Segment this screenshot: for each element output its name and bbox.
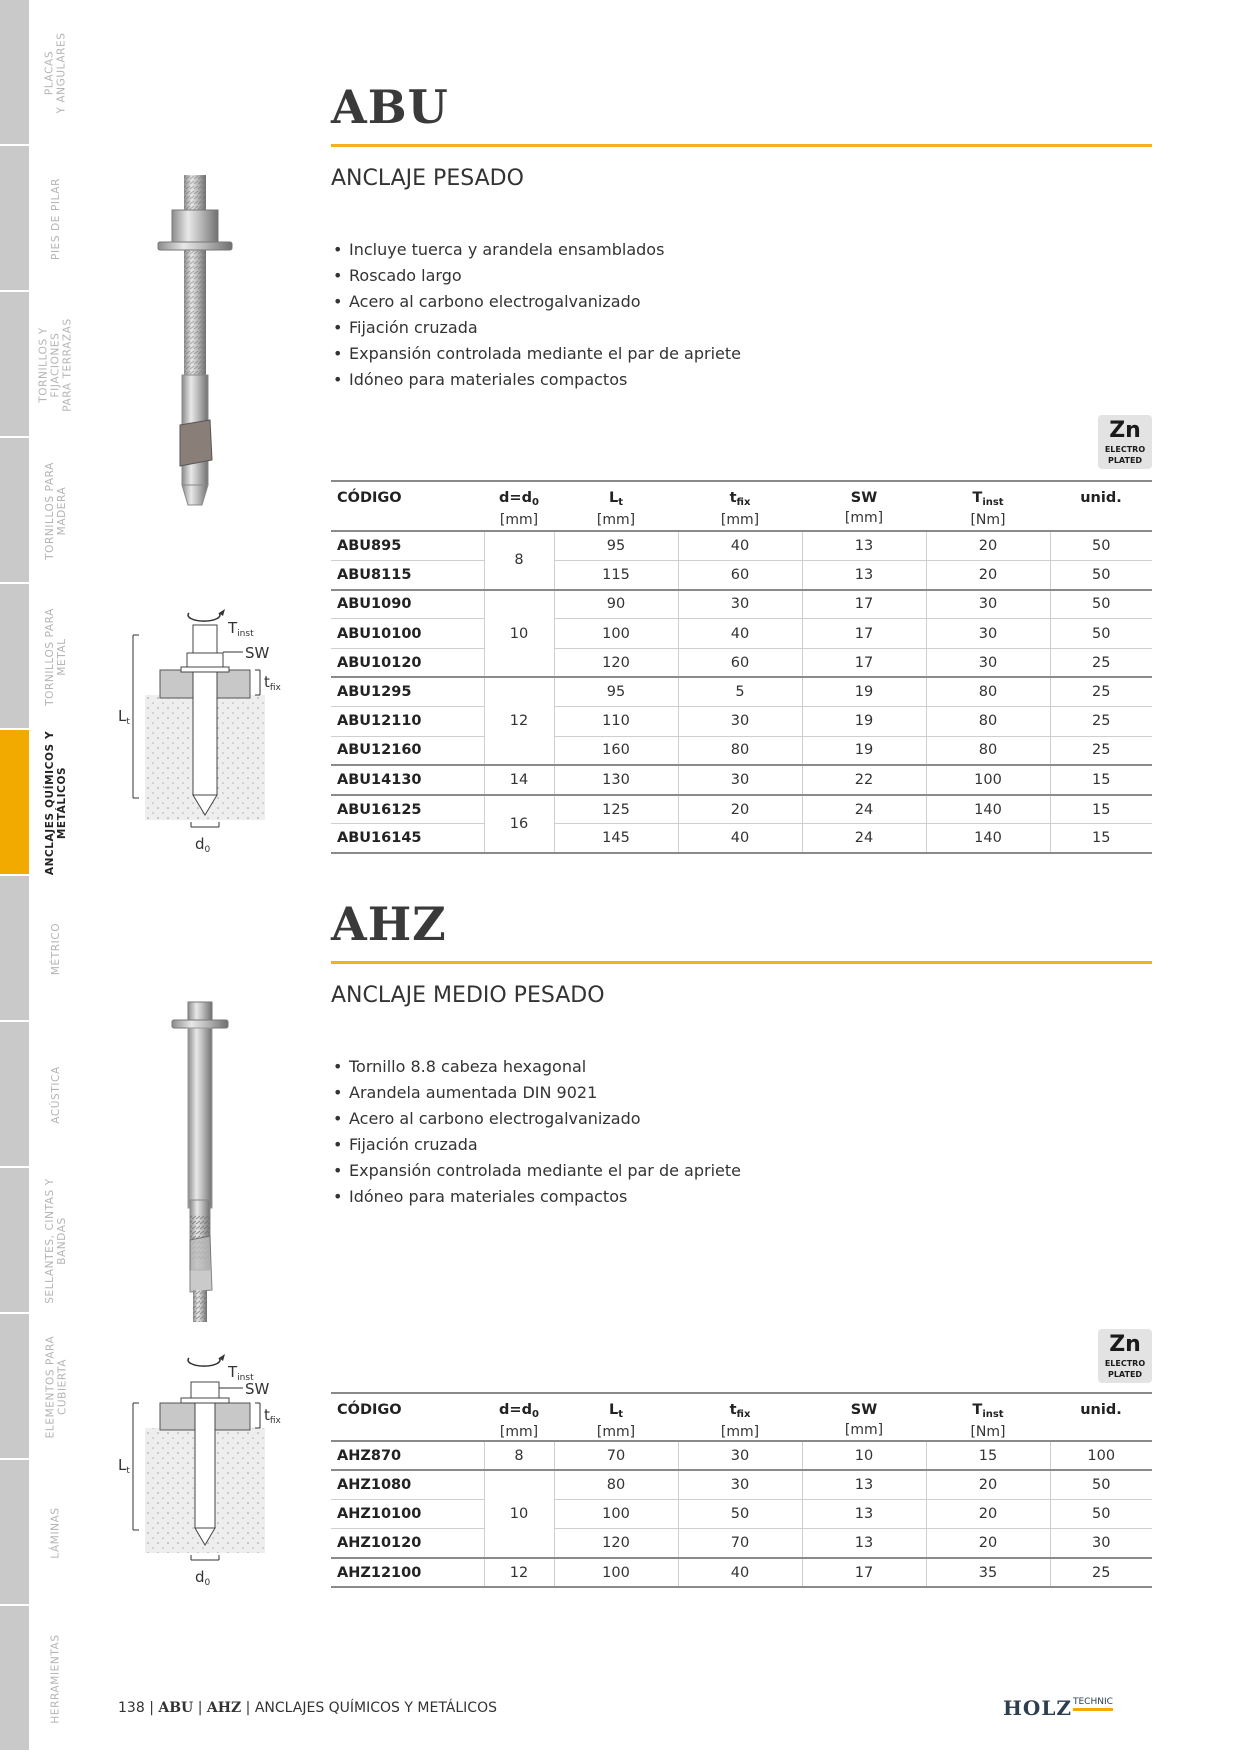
cell-tfix: 50 [678,1500,802,1529]
cell-code: ABU16125 [331,795,484,824]
table-row [331,619,1152,648]
diagram-lt-label: $L_t$ [118,707,130,727]
cell-unid: 50 [1050,531,1152,560]
ahz-title-rule [331,961,1152,964]
sidebar-tab-label: ANCLAJES QUÍMICOS Y METÁLICOS [44,730,68,876]
cell-tfix: 30 [678,590,802,619]
abu-title-rule [331,144,1152,147]
cell-lt: 80 [554,1470,678,1499]
cell-tfix: 30 [678,707,802,736]
cell-unid: 50 [1050,1500,1152,1529]
abu-anchor-photo [150,170,240,510]
cell-code: ABU14130 [331,765,484,794]
sidebar-tab-label: PLACAS Y ANGULARES [44,32,68,114]
sidebar-tab-label: ELEMENTOS PARA CUBIERTA [44,1335,68,1439]
table-row [331,1500,1152,1529]
cell-tinst: 15 [926,1441,1050,1470]
feature-item: • Acero al carbono electrogalvanizado [331,1106,741,1132]
cell-unid: 25 [1050,648,1152,677]
column-header: unid. [1080,1402,1122,1418]
cell-unid: 15 [1050,765,1152,794]
zn-electroplated-badge [1098,1329,1152,1383]
ahz-anchor-photo [160,1000,240,1330]
feature-item: • Acero al carbono electrogalvanizado [331,289,741,315]
sidebar-tab-strip [0,1168,29,1312]
sidebar-tab-label: TORNILLOS PARA MADERA [44,462,69,560]
cell-sw: 13 [802,560,926,589]
feature-item: • Idóneo para materiales compactos [331,1184,741,1210]
cell-tfix: 60 [678,560,802,589]
sidebar-tab-strip [0,146,29,290]
sidebar-tab-strip [0,876,29,1020]
ahz-subtitle: ANCLAJE MEDIO PESADO [331,983,605,1008]
feature-item: • Tornillo 8.8 cabeza hexagonal [331,1054,741,1080]
abu-feature-list [331,237,741,393]
cell-unid: 100 [1050,1441,1152,1470]
cell-sw: 17 [802,648,926,677]
cell-d: 16 [484,795,554,854]
diagram-d0-label: $d_0$ [195,835,211,855]
column-header: $t_{fix}$ [mm] [720,490,760,528]
feature-item: • Roscado largo [331,263,741,289]
cell-unid: 30 [1050,1529,1152,1558]
sidebar-tab-label: TORNILLOS Y FIJACIONES PARA TERRAZAS [38,318,75,412]
diagram-sw-label: SW [245,644,270,662]
cell-unid: 25 [1050,707,1152,736]
feature-item: • Expansión controlada mediante el par de apriete [331,341,741,367]
cell-code: ABU895 [331,531,484,560]
cell-d: 10 [484,590,554,678]
cell-unid: 50 [1050,1470,1152,1499]
cell-tinst: 20 [926,1470,1050,1499]
column-header: SW [mm] [844,1402,884,1438]
cell-lt: 145 [554,824,678,853]
cell-lt: 115 [554,560,678,589]
feature-item: • Idóneo para materiales compactos [331,367,741,393]
table-row [331,765,1152,794]
cell-lt: 100 [554,619,678,648]
cell-d: 12 [484,1558,554,1587]
feature-item: • Fijación cruzada [331,1132,741,1158]
cell-tfix: 30 [678,1470,802,1499]
cell-code: ABU16145 [331,824,484,853]
cell-unid: 50 [1050,560,1152,589]
brand-holz: HOLZ [1003,1696,1072,1720]
cell-sw: 17 [802,619,926,648]
cell-tfix: 70 [678,1529,802,1558]
cell-tinst: 20 [926,1500,1050,1529]
cell-sw: 24 [802,824,926,853]
sidebar-tab-strip [0,292,29,436]
cell-tfix: 20 [678,795,802,824]
cell-code: ABU1090 [331,590,484,619]
zn-badge-symbol: Zn [1109,1332,1141,1357]
cell-code: AHZ10100 [331,1500,484,1529]
feature-item: • Expansión controlada mediante el par de apriete [331,1158,741,1184]
cell-d: 10 [484,1470,554,1558]
cell-tinst: 80 [926,736,1050,765]
cell-code: AHZ12100 [331,1558,484,1587]
cell-tfix: 30 [678,765,802,794]
cell-tinst: 20 [926,531,1050,560]
column-header: CÓDIGO [337,1402,402,1418]
column-header: SW [mm] [844,490,884,526]
column-header: $d=d_0$ [mm] [499,490,539,528]
cell-unid: 50 [1050,590,1152,619]
diagram-tfix-label: $t_{fix}$ [264,673,281,693]
cell-sw: 22 [802,765,926,794]
diagram-d0-label: $d_0$ [195,1568,211,1588]
cell-d: 8 [484,531,554,590]
sidebar-tab-strip [0,584,29,728]
cell-code: AHZ870 [331,1441,484,1470]
cell-tinst: 140 [926,795,1050,824]
cell-sw: 13 [802,1500,926,1529]
table-row [331,1529,1152,1558]
zn-badge-line1: ELECTRO [1104,445,1146,454]
zn-electroplated-badge [1098,415,1152,469]
cell-tinst: 20 [926,1529,1050,1558]
cell-sw: 24 [802,795,926,824]
cell-lt: 160 [554,736,678,765]
sidebar-tab-label: SELLANTES, CINTAS Y BANDAS [44,1178,69,1304]
cell-sw: 13 [802,531,926,560]
cell-tinst: 80 [926,677,1050,706]
column-header: $L_t$ [mm] [596,1402,636,1440]
diagram-lt-label: $L_t$ [118,1456,130,1476]
abu-spec-table [331,480,1152,854]
cell-lt: 125 [554,795,678,824]
cell-tinst: 30 [926,590,1050,619]
zn-badge-symbol: Zn [1109,418,1141,443]
sidebar-tab-strip [0,1314,29,1458]
column-header: $T_{inst}$ [Nm] [970,1402,1006,1440]
abu-title: ABU [331,80,449,134]
cell-tinst: 35 [926,1558,1050,1587]
cell-code: ABU12160 [331,736,484,765]
diagram-sw-label: SW [245,1380,270,1398]
cell-lt: 110 [554,707,678,736]
feature-item: • Fijación cruzada [331,315,741,341]
cell-lt: 95 [554,677,678,706]
cell-sw: 19 [802,707,926,736]
ahz-title: AHZ [331,897,447,951]
feature-item: • Incluye tuerca y arandela ensamblados [331,237,741,263]
cell-unid: 15 [1050,795,1152,824]
cell-sw: 13 [802,1529,926,1558]
cell-lt: 100 [554,1500,678,1529]
cell-tinst: 30 [926,648,1050,677]
diagram-tfix-label: $t_{fix}$ [264,1406,281,1426]
cell-d: 12 [484,677,554,765]
sidebar-tab-strip [0,1460,29,1604]
column-header: $L_t$ [mm] [596,490,636,528]
cell-d: 14 [484,765,554,794]
zn-badge-line1: ELECTRO [1104,1359,1146,1368]
diagram-tinst-label: $T_{inst}$ [228,1363,254,1383]
cell-unid: 25 [1050,1558,1152,1587]
cell-tfix: 80 [678,736,802,765]
table-row [331,531,1152,560]
feature-item: • Arandela aumentada DIN 9021 [331,1080,741,1106]
abu-installation-diagram [115,605,305,855]
cell-tfix: 40 [678,824,802,853]
column-header: CÓDIGO [337,490,402,506]
table-row [331,795,1152,824]
sidebar-tab-label: MÉTRICO [50,922,63,976]
table-row [331,1558,1152,1587]
brand-technic: TECHNIC [1073,1697,1113,1711]
table-row [331,590,1152,619]
sidebar-tab-strip [0,730,29,874]
table-row [331,677,1152,706]
sidebar-tab-label: HERRAMIENTAS [50,1634,63,1724]
cell-tfix: 5 [678,677,802,706]
cell-tfix: 40 [678,619,802,648]
cell-tfix: 40 [678,1558,802,1587]
ahz-installation-diagram [115,1340,305,1590]
table-row [331,648,1152,677]
cell-tfix: 40 [678,531,802,560]
cell-sw: 10 [802,1441,926,1470]
cell-sw: 17 [802,1558,926,1587]
cell-lt: 130 [554,765,678,794]
cell-lt: 120 [554,648,678,677]
cell-unid: 25 [1050,677,1152,706]
sidebar-tab-label: ACÚSTICA [50,1066,63,1124]
abu-subtitle: ANCLAJE PESADO [331,166,524,191]
cell-code: ABU12110 [331,707,484,736]
footer-section: ANCLAJES QUÍMICOS Y METÁLICOS [254,1700,497,1716]
zn-badge-line2: PLATED [1107,456,1143,465]
ahz-feature-list [331,1054,741,1210]
cell-code: AHZ10120 [331,1529,484,1558]
cell-tinst: 30 [926,619,1050,648]
footer-code-abu: ABU [158,1700,194,1716]
cell-unid: 25 [1050,736,1152,765]
page-number: 138 [118,1700,145,1716]
column-header: $T_{inst}$ [Nm] [970,490,1006,528]
cell-unid: 15 [1050,824,1152,853]
sidebar-tab-label: LÁMINAS [50,1507,62,1559]
cell-lt: 100 [554,1558,678,1587]
cell-tfix: 60 [678,648,802,677]
cell-code: ABU10100 [331,619,484,648]
table-row [331,560,1152,589]
cell-lt: 90 [554,590,678,619]
cell-sw: 19 [802,677,926,706]
table-row [331,1470,1152,1499]
sidebar-tab-strip [0,1606,29,1750]
cell-code: ABU8115 [331,560,484,589]
cell-code: ABU1295 [331,677,484,706]
cell-lt: 120 [554,1529,678,1558]
table-row [331,1441,1152,1470]
diagram-tinst-label: $T_{inst}$ [228,619,254,639]
table-row [331,736,1152,765]
cell-sw: 13 [802,1470,926,1499]
cell-code: AHZ1080 [331,1470,484,1499]
cell-sw: 19 [802,736,926,765]
footer-code-ahz: AHZ [206,1700,242,1716]
table-row [331,824,1152,853]
sidebar-tab-label: TORNILLOS PARA METAL [44,608,69,706]
column-header: $t_{fix}$ [mm] [720,1402,760,1440]
cell-unid: 50 [1050,619,1152,648]
cell-code: ABU10120 [331,648,484,677]
cell-sw: 17 [802,590,926,619]
cell-lt: 95 [554,531,678,560]
sidebar-tab-strip [0,0,29,144]
cell-lt: 70 [554,1441,678,1470]
column-header: $d=d_0$ [mm] [499,1402,539,1440]
cell-tfix: 30 [678,1441,802,1470]
zn-badge-line2: PLATED [1107,1370,1143,1379]
ahz-spec-table [331,1392,1152,1588]
sidebar [0,0,80,1754]
cell-tinst: 20 [926,560,1050,589]
page-footer: 138 | ABU | AHZ | ANCLAJES QUÍMICOS Y METÁLICOS [118,1700,497,1716]
cell-tinst: 100 [926,765,1050,794]
sidebar-tab-label: PIES DE PILAR [50,178,63,260]
table-row [331,707,1152,736]
cell-tinst: 80 [926,707,1050,736]
column-header: unid. [1080,490,1122,506]
cell-tinst: 140 [926,824,1050,853]
sidebar-tab-strip [0,438,29,582]
holz-technic-logo [1003,1696,1113,1720]
cell-d: 8 [484,1441,554,1470]
sidebar-tab-strip [0,1022,29,1166]
